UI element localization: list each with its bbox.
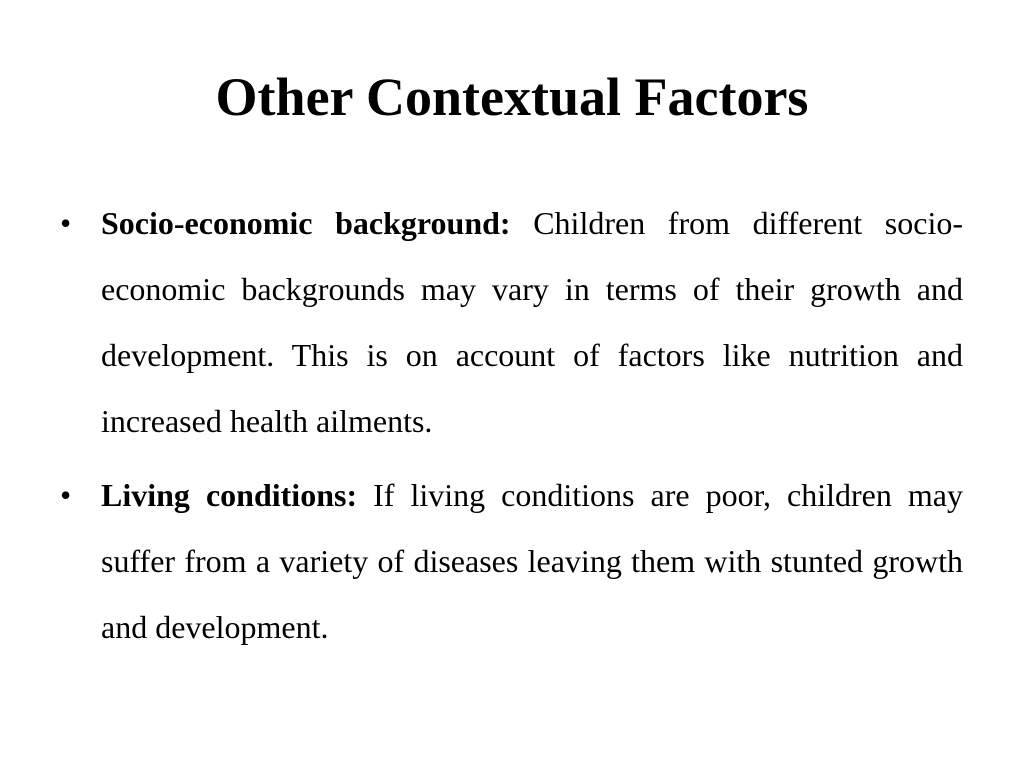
bullet-icon: • <box>60 205 72 241</box>
bullet-text: Children from different socio-economic backgrounds may vary in terms of their growth and development. This is on account of factors like nutrition and increased health ailments. <box>101 205 964 439</box>
bullet-icon: • <box>60 477 72 513</box>
bullet-item-socio-economic <box>60 190 963 454</box>
bullet-term: Living conditions: <box>101 477 374 513</box>
bullet-item-living-conditions <box>60 462 963 660</box>
bullet-list <box>60 190 963 668</box>
bullet-text: If living conditions are poor, children may suffer from a variety of diseases leaving them with stunted growth and development. <box>101 477 963 645</box>
slide-title: Other Contextual Factors <box>215 67 809 127</box>
bullet-term: Socio-economic background: <box>101 205 534 241</box>
